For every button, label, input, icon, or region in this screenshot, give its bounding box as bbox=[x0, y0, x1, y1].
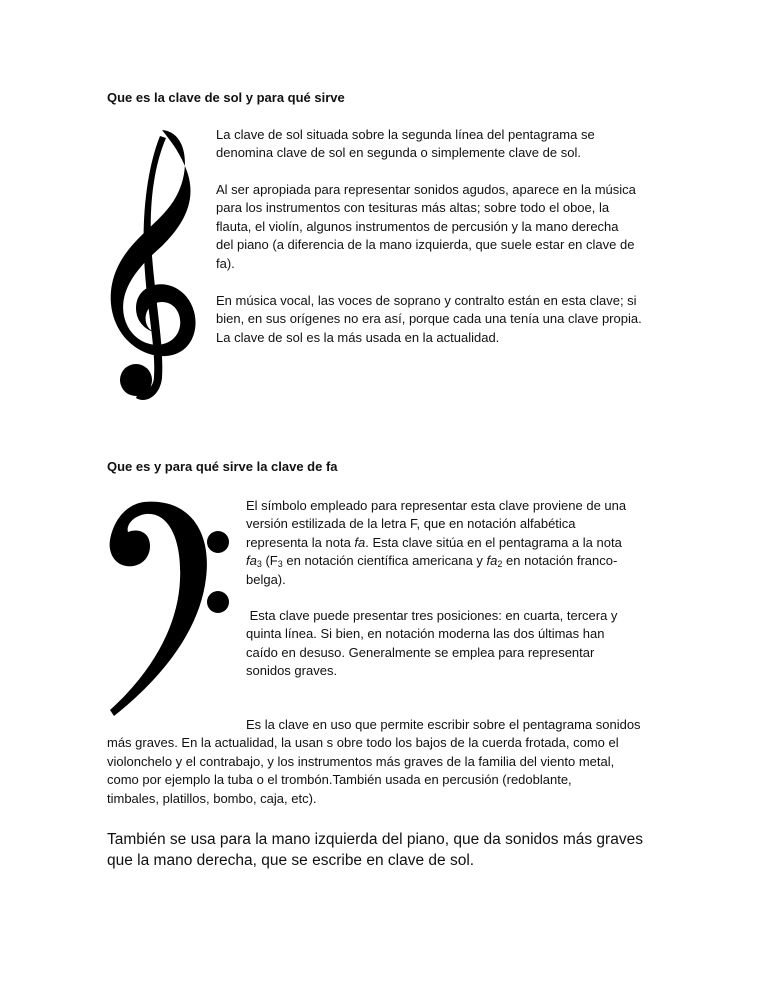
fa-paragraph-3 bbox=[107, 716, 641, 808]
text-line: para los instrumentos con tesituras más altas; sobre todo el oboe, la bbox=[216, 200, 610, 216]
text-line bbox=[246, 534, 626, 552]
fa-paragraph-2 bbox=[246, 607, 617, 681]
note-name: fa bbox=[486, 553, 498, 569]
text-line: caído en desuso. Generalmente se emplea para representar bbox=[246, 644, 595, 660]
text-line: violonchelo y el contrabajo, y los instrumentos más graves de la familia del viento metal, bbox=[107, 753, 615, 769]
text-line bbox=[246, 552, 626, 570]
fa-heading: Que es y para qué sirve la clave de fa bbox=[107, 459, 338, 474]
text-line: Es la clave en uso que permite escribir sobre el pentagrama sonidos bbox=[246, 717, 641, 732]
treble-clef-icon bbox=[100, 126, 205, 406]
text-line: flauta, el violín, algunos instrumentos de percusión y la mano derecha bbox=[216, 218, 619, 234]
text-line: timbales, platillos, bombo, caja, etc). bbox=[107, 790, 317, 806]
text-segment: (F bbox=[261, 553, 278, 569]
text-segment: . Esta clave sitúa en el pentagrama a la nota bbox=[365, 534, 622, 550]
bass-clef-icon bbox=[108, 498, 233, 720]
text-line: También se usa para la mano izquierda del piano, que da sonidos más graves bbox=[107, 831, 643, 848]
octave-subscript: 3 bbox=[256, 559, 262, 570]
text-line: bien, en sus orígenes no era así, porque cada una tenía una clave propia. bbox=[216, 311, 642, 327]
text-line: sonidos graves. bbox=[246, 663, 338, 679]
text-line: El símbolo empleado para representar esta clave proviene de una bbox=[246, 498, 627, 513]
note-name: fa bbox=[354, 534, 366, 550]
octave-subscript: 3 bbox=[277, 559, 283, 570]
sol-paragraph-3 bbox=[216, 292, 642, 347]
text-line: del piano (a diferencia de la mano izquierda, que suele estar en clave de bbox=[216, 237, 635, 253]
text-line: fa). bbox=[216, 255, 235, 271]
text-line: versión estilizada de la letra F, que en notación alfabética bbox=[246, 516, 576, 532]
note-name: fa bbox=[246, 553, 257, 569]
text-line: Al ser apropiada para representar sonidos agudos, aparece en la música bbox=[216, 182, 636, 197]
sol-paragraph-1 bbox=[216, 126, 595, 163]
closing-paragraph bbox=[107, 829, 643, 871]
text-line: La clave de sol es la más usada en la actualidad. bbox=[216, 329, 500, 345]
text-segment: en notación franco- bbox=[502, 553, 618, 569]
sol-paragraph-2 bbox=[216, 181, 636, 273]
text-segment: en notación científica americana y bbox=[282, 553, 487, 569]
text-line: belga). bbox=[246, 571, 286, 587]
octave-subscript: 2 bbox=[497, 559, 503, 570]
text-line: más graves. En la actualidad, la usan s obre todo los bajos de la cuerda frotada, como el bbox=[107, 735, 619, 751]
text-line: quinta línea. Si bien, en notación moderna las dos últimas han bbox=[246, 626, 605, 642]
fa-paragraph-1 bbox=[246, 497, 626, 589]
text-line: denomina clave de sol en segunda o simplemente clave de sol. bbox=[216, 145, 581, 161]
text-segment: representa la nota bbox=[246, 534, 355, 550]
text-line: En música vocal, las voces de soprano y contralto están en esta clave; si bbox=[216, 293, 637, 308]
text-line: que la mano derecha, que se escribe en clave de sol. bbox=[107, 852, 475, 869]
text-line: Esta clave puede presentar tres posiciones: en cuarta, tercera y bbox=[246, 608, 618, 623]
text-line: como por ejemplo la tuba o el trombón.También usada en percusión (redoblante, bbox=[107, 772, 572, 788]
text-line: La clave de sol situada sobre la segunda línea del pentagrama se bbox=[216, 127, 595, 142]
sol-heading: Que es la clave de sol y para qué sirve bbox=[107, 90, 345, 105]
